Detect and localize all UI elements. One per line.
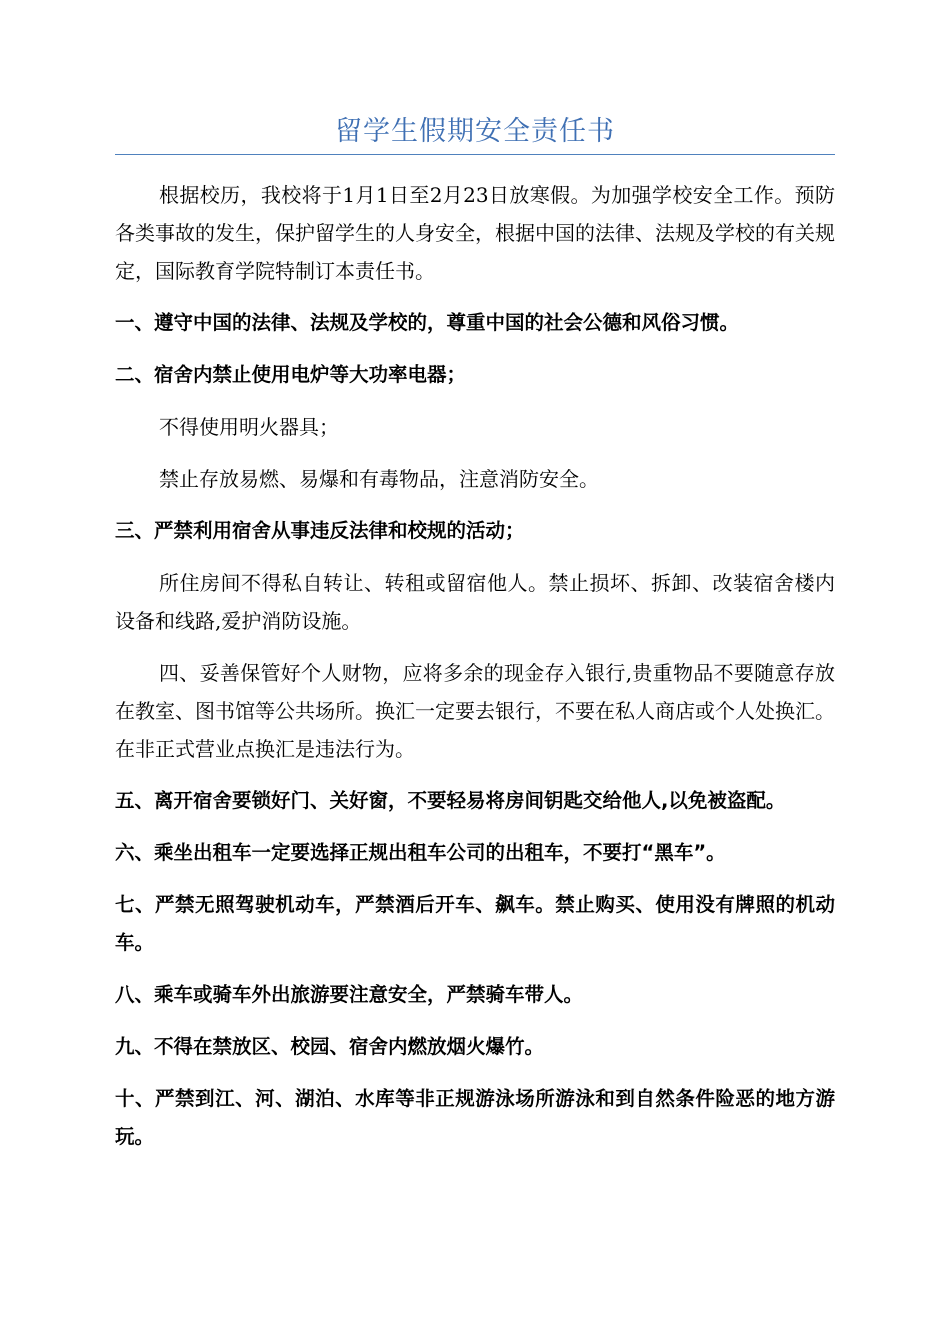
document-title: 留学生假期安全责任书 bbox=[335, 116, 615, 147]
intro-paragraph: 根据校历，我校将于1月1日至2月23日放寒假。为加强学校安全工作。预防各类事故的发生，保护留学生的人身安全，根据中国的法律、法规及学校的有关规定，国际教育学院特制订本责任书。 bbox=[115, 183, 835, 283]
rule-2-line-2: 禁止存放易燃、易爆和有毒物品，注意消防安全。 bbox=[159, 467, 599, 491]
rule-3-heading: 三、严禁利用宿舍从事违反法律和校规的活动； bbox=[115, 519, 525, 542]
rule-9: 九、不得在禁放区、校园、宿舍内燃放烟火爆竹。 bbox=[115, 1035, 545, 1058]
rule-8: 八、乘车或骑车外出旅游要注意安全，严禁骑车带人。 bbox=[115, 983, 584, 1006]
title-block bbox=[115, 114, 835, 155]
document-body bbox=[115, 176, 835, 1170]
rule-2-heading: 二、宿舍内禁止使用电炉等大功率电器； bbox=[115, 363, 467, 386]
rule-7: 七、严禁无照驾驶机动车，严禁酒后开车、飙车。禁止购买、使用没有牌照的机动车。 bbox=[115, 893, 835, 954]
rule-5: 五、离开宿舍要锁好门、关好窗，不要轻易将房间钥匙交给他人,以免被盗配。 bbox=[115, 789, 786, 812]
rule-3-body: 所住房间不得私自转让、转租或留宿他人。禁止损坏、拆卸、改装宿舍楼内设备和线路,爱护消防设施。 bbox=[115, 571, 835, 633]
rule-1: 一、遵守中国的法律、法规及学校的，尊重中国的社会公德和风俗习惯。 bbox=[115, 311, 740, 334]
rule-4: 四、妥善保管好个人财物，应将多余的现金存入银行,贵重物品不要随意存放在教室、图书馆等公共场所。换汇一定要去银行，不要在私人商店或个人处换汇。在非正式营业点换汇是违法行为。 bbox=[115, 661, 835, 761]
rule-10: 十、严禁到江、河、湖泊、水库等非正规游泳场所游泳和到自然条件险恶的地方游玩。 bbox=[115, 1087, 835, 1148]
rule-2-line-1: 不得使用明火器具； bbox=[159, 415, 339, 439]
rule-6: 六、乘坐出租车一定要选择正规出租车公司的出租车，不要打“黑车”。 bbox=[115, 841, 726, 864]
